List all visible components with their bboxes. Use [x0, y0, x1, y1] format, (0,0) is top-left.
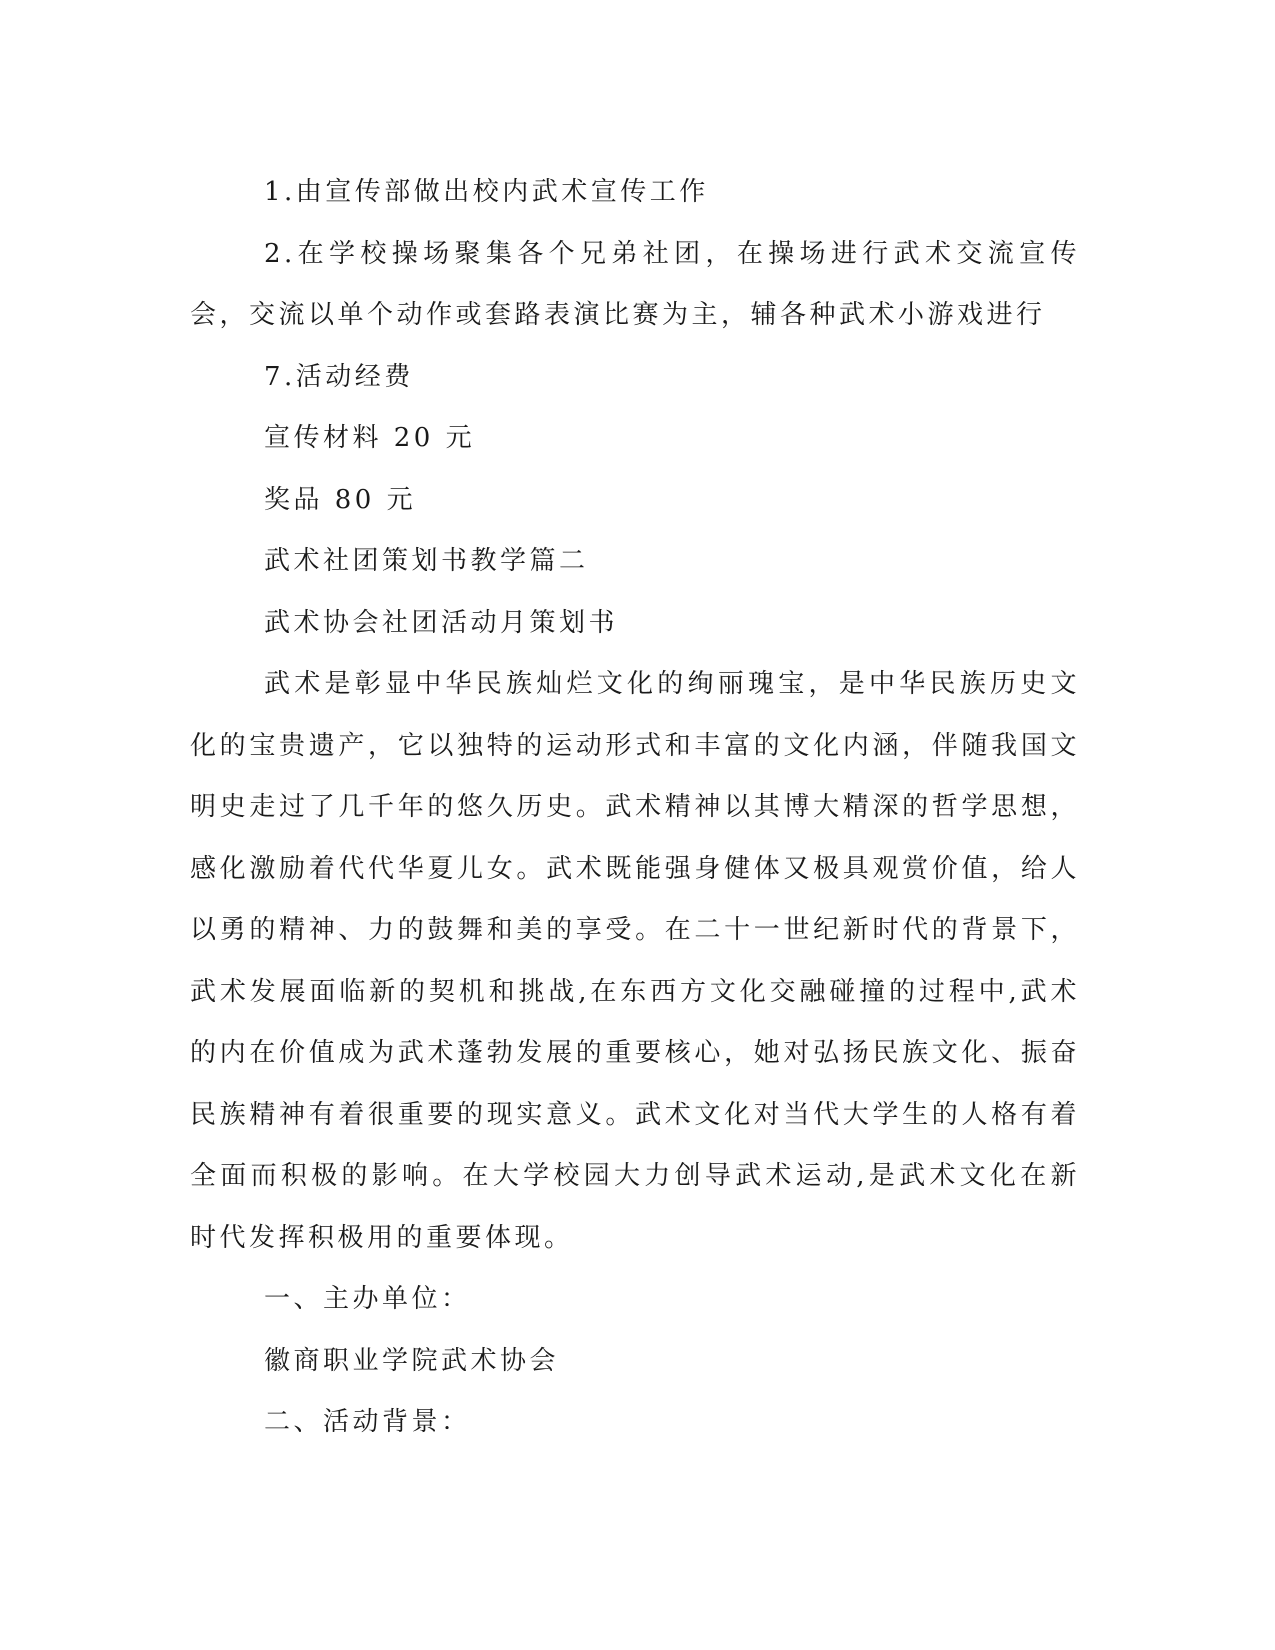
paragraph-exchange-meeting: 2.在学校操场聚集各个兄弟社团，在操场进行武术交流宣传会，交流以单个动作或套路表演比赛为主，辅各种武术小游戏进行 [190, 238, 1080, 330]
paragraph-organizer-name: 徽商职业学院武术协会 [264, 1345, 560, 1376]
paragraph-promo-materials-cost: 宣传材料 20 元 [264, 423, 476, 453]
paragraph-plan-title: 武术协会社团活动月策划书 [264, 607, 619, 638]
paragraph-activity-funds-heading: 7.活动经费 [264, 361, 414, 392]
paragraph-organizer-heading: 一、主办单位： [264, 1284, 471, 1314]
paragraph-publicity-work: 1.由宣传部做出校内武术宣传工作 [264, 177, 709, 207]
paragraph-background-heading: 二、活动背景： [264, 1407, 471, 1437]
document-body [190, 162, 1080, 1454]
paragraph-section-title: 武术社团策划书教学篇二 [264, 546, 589, 576]
paragraph-wushu-introduction: 武术是彰显中华民族灿烂文化的绚丽瑰宝，是中华民族历史文化的宝贵遗产，它以独特的运动形式和丰富的文化内涵，伴随我国文明史走过了几千年的悠久历史。武术精神以其博大精深的哲学思想，感化激励着代代华夏儿女。武术既能强身健体又极具观赏价值，给人以勇的精神、力的鼓舞和美的享受。在二十一世纪新时代的背景下，武术发展面临新的契机和挑战,在东西方文化交融碰撞的过程中,武术的内在价值成为武术蓬勃发展的重要核心，她对弘扬民族文化、振奋民族精神有着很重要的现实意义。武术文化对当代大学生的人格有着全面而积极的影响。在大学校园大力创导武术运动,是武术文化在新时代发挥积极用的重要体现。 [190, 669, 1080, 1253]
paragraph-prizes-cost: 奖品 80 元 [264, 484, 417, 515]
